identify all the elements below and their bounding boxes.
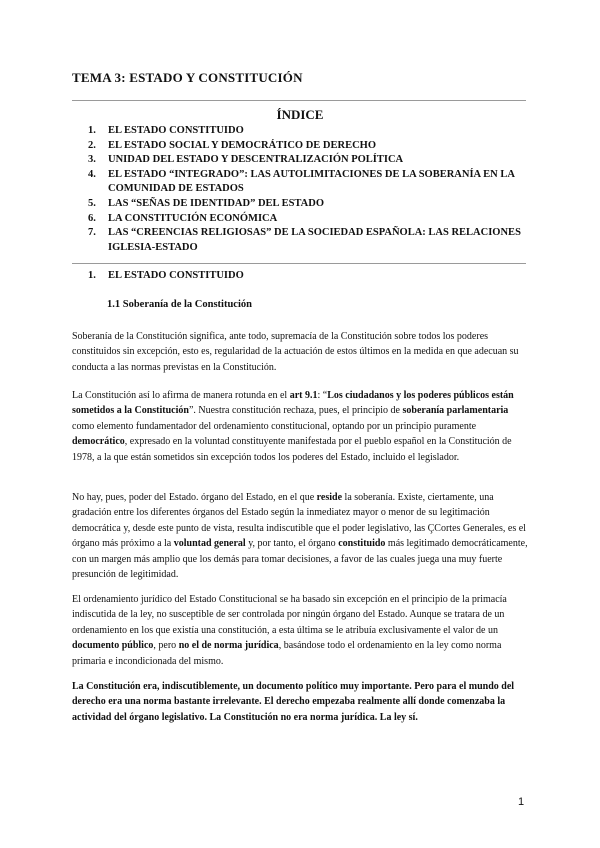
toc-item-number: 2. (88, 139, 96, 151)
text-run: y, por tanto, el órgano (245, 538, 339, 550)
toc-item-number: 5. (88, 197, 96, 209)
toc-item (88, 197, 528, 212)
bold-run: soberanía parlamentaria (402, 405, 509, 417)
text-run: ”. Nuestra constitución rechaza, pues, el principio de (188, 405, 403, 417)
table-of-contents (88, 124, 528, 255)
text-run: , expresado en la voluntad constituyente manifestada por el pueblo español en la Constitución de 1978, a la que están sometidos sin excepción todos los poderes del Estado, incluido el legislador. (72, 436, 512, 463)
index-heading: ÍNDICE (276, 107, 324, 122)
text-run: , pero (153, 640, 179, 652)
toc-item-text: LAS “CREENCIAS RELIGIOSAS” DE LA SOCIEDAD ESPAÑOLA: LAS RELACIONES IGLESIA-ESTADO (108, 227, 521, 253)
bold-run: democrático (72, 436, 125, 448)
toc-item-text: EL ESTADO SOCIAL Y DEMOCRÁTICO DE DERECHO (108, 139, 376, 151)
bold-run: Los ciudadanos y los poderes públicos están sometidos a la Constitución (72, 390, 514, 417)
toc-item (88, 168, 528, 197)
toc-item (88, 226, 528, 255)
bold-run: reside (316, 492, 343, 503)
section-heading (88, 270, 244, 281)
text-run: , basándose todo el ordenamiento en la ley como norma primaria e incondicionada del mismo. (72, 640, 502, 667)
toc-item-number: 1. (88, 125, 96, 136)
bold-run: no el de norma jurídica (178, 640, 279, 652)
toc-item-text: UNIDAD DEL ESTADO Y DESCENTRALIZACIÓN POLÍTICA (108, 154, 404, 166)
title-divider (72, 100, 526, 101)
text-run: La Constitución así lo afirma de manera rotunda en el (72, 390, 290, 401)
toc-item-text: LAS “SEÑAS DE IDENTIDAD” DEL ESTADO (108, 197, 324, 209)
document-title: TEMA 3: ESTADO Y CONSTITUCIÓN (72, 70, 303, 85)
section-number: 1. (88, 270, 96, 281)
toc-item (88, 124, 528, 139)
index-divider (72, 263, 526, 264)
text-run: como elemento fundamentador del ordenamiento constitucional, optando por un principio puramente (72, 420, 477, 432)
paragraph-5-bold: La Constitución era, indiscutiblemente, un documento político muy importante. Pero para el mundo del derecho era una norma bastante irrelevante. El derecho empezaba realmente allí donde comenzaba la actividad del órgano legislativo. La Constitución no era norma jurídica. La ley sí. (72, 681, 515, 723)
bold-run: constituido (338, 538, 386, 550)
toc-item-text: LA CONSTITUCIÓN ECONÓMICA (108, 212, 278, 224)
text-run: No hay, pues, poder del Estado. órgano del Estado, en el que (72, 492, 317, 503)
toc-item-number: 4. (88, 168, 96, 180)
toc-item-text: EL ESTADO CONSTITUIDO (108, 125, 244, 136)
bold-run: voluntad general (173, 538, 246, 550)
text-run: más legitimado democráticamente, con un margen más amplio que los demás para tomar decisiones, a favor de las cuales juega una muy fuerte presunción de legitimidad. (72, 538, 528, 581)
section-title: EL ESTADO CONSTITUIDO (108, 270, 244, 281)
paragraph-2 (72, 388, 528, 465)
bold-run: documento público (72, 640, 154, 652)
text-run: El ordenamiento jurídico del Estado Constitucional se ha basado sin excepción en el principio de la primacía indiscutida de la ley, no susceptible de ser controlada por ningún órgano del Estado. Aunque se tratara de un ordenamiento en los que existía una constitución, a esta última se le atribuía exclusivamente el valor de un (72, 594, 507, 636)
text-run: : “ (317, 390, 328, 401)
paragraph-4 (72, 592, 528, 669)
toc-item-number: 6. (88, 212, 96, 224)
toc-item (88, 153, 528, 168)
paragraph-1: Soberanía de la Constitución significa, ante todo, supremacía de la Constitución sobre todos los poderes constituidos sin excepción, esto es, regularidad de la actuación de estos últimos en la medida en que adecuan su conducta a las normas previstas en la Constitución. (72, 331, 519, 373)
toc-item-number: 3. (88, 154, 96, 166)
subsection-heading: 1.1 Soberanía de la Constitución (107, 299, 252, 310)
toc-item (88, 139, 528, 154)
toc-item-number: 7. (88, 227, 96, 239)
text-run: la soberanía. Existe, ciertamente, una gradación entre los diferentes órganos del Estado según la inmediatez mayor o menor de su legitimación democrática y, desde este punto de vista, resulta indiscutible que el poder legislativo, las ÇCortes Generales, es el órgano más próximo a la (72, 492, 526, 550)
paragraph-3 (72, 490, 528, 582)
bold-run: art 9.1 (289, 390, 318, 401)
toc-item (88, 212, 528, 227)
page-number: 1 (518, 796, 525, 808)
toc-item-text: EL ESTADO “INTEGRADO”: LAS AUTOLIMITACIONES DE LA SOBERANÍA EN LA COMUNIDAD DE ESTADOS (108, 168, 515, 195)
